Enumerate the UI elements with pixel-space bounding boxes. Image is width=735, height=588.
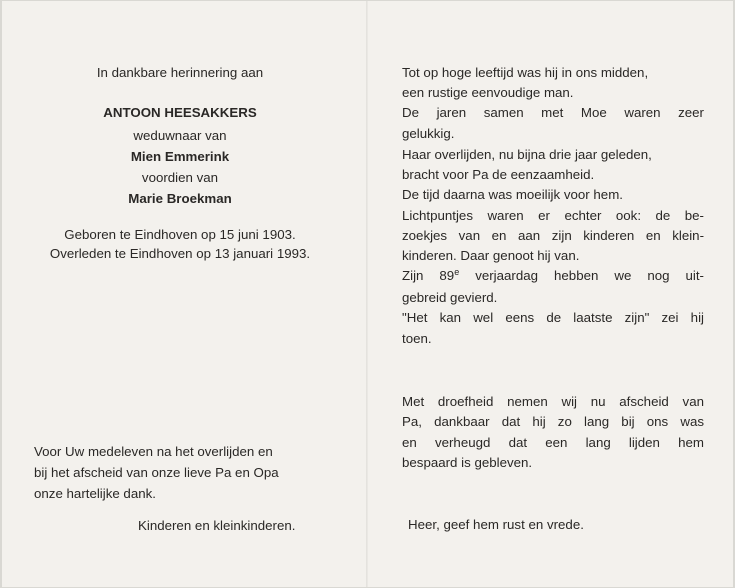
- text-line: Met droefheid nemen wij nu afscheid van: [402, 394, 704, 409]
- first-spouse-name: Marie Broekman: [128, 191, 232, 206]
- text-line: gebreid gevierd.: [402, 290, 498, 305]
- text-line: Lichtpuntjes waren er echter ook: de be-: [402, 208, 704, 223]
- card-fold: [366, 1, 368, 587]
- text-line: toen.: [402, 331, 432, 346]
- signature-text: Kinderen en kleinkinderen.: [138, 518, 296, 533]
- text-line: Haar overlijden, nu bijna drie jaar geleden,: [402, 147, 652, 162]
- text-line: gelukkig.: [402, 126, 455, 141]
- previously-text: voordien van: [141, 170, 219, 185]
- birthday-sup: e: [454, 267, 460, 277]
- text-line: Pa, dankbaar dat hij zo lang bij ons was: [402, 414, 704, 429]
- text-line: kinderen. Daar genoot hij van.: [402, 248, 580, 263]
- birthday-line: [402, 268, 704, 284]
- spouse-name: Mien Emmerink: [130, 149, 230, 164]
- text-line: en verheugd dat een lang lijden hem: [402, 435, 704, 450]
- text-line: "Het kan wel eens de laatste zijn" zei hij: [402, 310, 704, 325]
- thanks-line: onze hartelijke dank.: [34, 486, 156, 501]
- deceased-name: ANTOON HEESAKKERS: [103, 105, 257, 120]
- birthday-post: verjaardag hebben we nog uit-: [459, 268, 704, 283]
- thanks-line: bij het afscheid van onze lieve Pa en Opa: [34, 465, 279, 480]
- text-line: bespaard is gebleven.: [402, 455, 533, 470]
- text-line: zoekjes van en aan zijn kinderen en klein-: [402, 228, 704, 243]
- text-line: een rustige eenvoudige man.: [402, 85, 574, 100]
- prayer-text: Heer, geef hem rust en vrede.: [408, 517, 584, 532]
- birth-line: Geboren te Eindhoven op 15 juni 1903.: [64, 227, 296, 242]
- widower-of-text: weduwnaar van: [133, 128, 227, 143]
- text-line: De jaren samen met Moe waren zeer: [402, 105, 704, 120]
- thanks-line: Voor Uw medeleven na het overlijden en: [34, 444, 273, 459]
- birthday-pre: Zijn 89: [402, 268, 455, 283]
- memorial-card: [2, 1, 733, 587]
- text-line: bracht voor Pa de eenzaamheid.: [402, 167, 595, 182]
- intro-text: In dankbare herinnering aan: [96, 65, 264, 80]
- death-line: Overleden te Eindhoven op 13 januari 1993.: [49, 246, 311, 261]
- text-line: Tot op hoge leeftijd was hij in ons midden,: [402, 65, 649, 80]
- text-line: De tijd daarna was moeilijk voor hem.: [402, 187, 623, 202]
